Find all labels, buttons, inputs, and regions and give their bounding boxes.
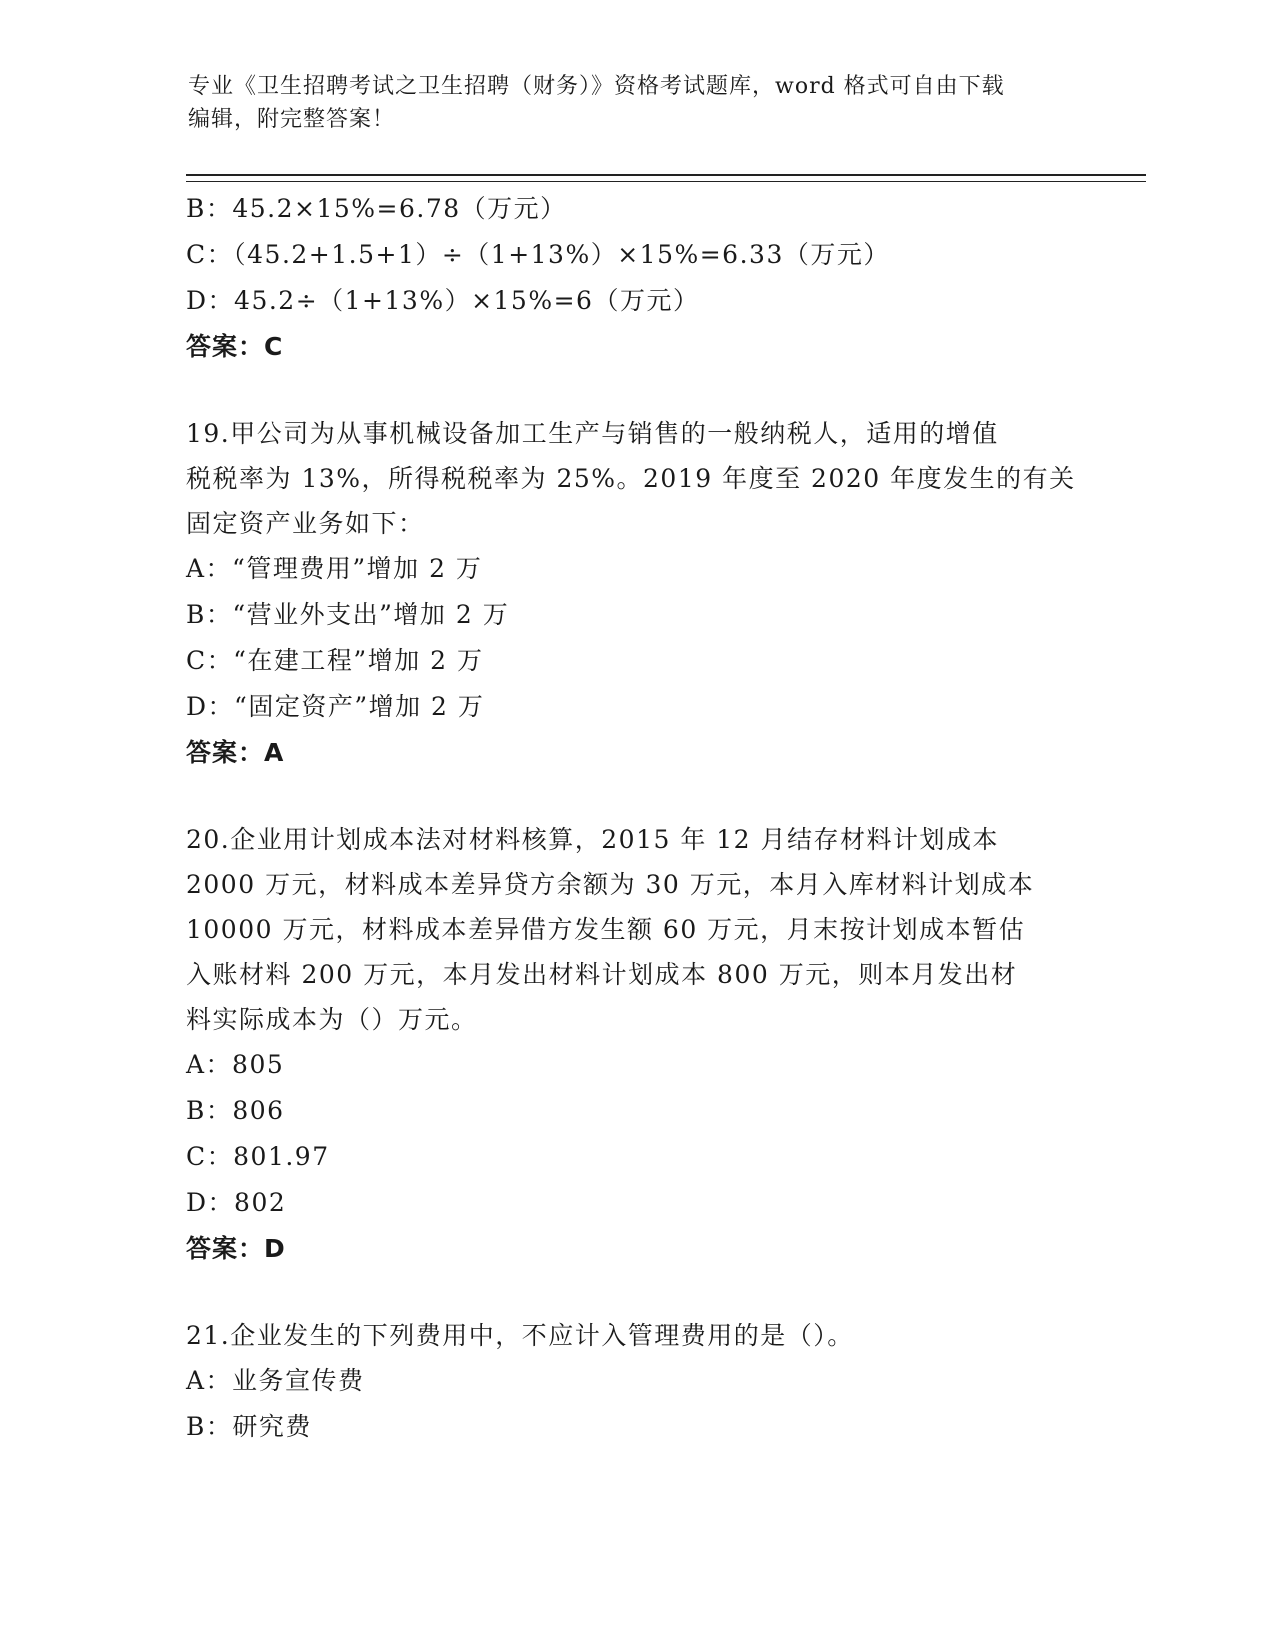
header-line-2: 编辑，附完整答案！ [188, 107, 396, 132]
stem-line: 19.甲公司为从事机械设备加工生产与销售的一般纳税人，适用的增值 [186, 419, 999, 448]
question-20 [186, 817, 1086, 1272]
question-21 [186, 1313, 1086, 1450]
option-b: B：806 [186, 1096, 285, 1125]
question-19-answer: 答案：A [186, 738, 285, 767]
question-18-options [186, 186, 1086, 324]
question-21-stem [186, 1313, 1086, 1358]
stem-line: 20.企业用计划成本法对材料核算，2015 年 12 月结存材料计划成本 [186, 825, 1000, 854]
question-19-stem [186, 411, 1086, 546]
option-a: A：805 [186, 1050, 285, 1079]
stem-line: 料实际成本为（）万元。 [186, 1005, 478, 1034]
stem-line: 入账材料 200 万元，本月发出材料计划成本 800 万元，则本月发出材 [186, 960, 1018, 989]
question-20-stem [186, 817, 1086, 1042]
stem-line: 2000 万元，材料成本差异贷方余额为 30 万元，本月入库材料计划成本 [186, 870, 1035, 899]
option-a: A：业务宣传费 [186, 1366, 365, 1395]
option-a: A：“管理费用”增加 2 万 [186, 554, 483, 583]
option-d: D：45.2÷（1+13%）×15%=6（万元） [186, 286, 700, 315]
option-c: C：“在建工程”增加 2 万 [186, 646, 484, 675]
header-line-1: 专业《卫生招聘考试之卫生招聘（财务）》资格考试题库，word 格式可自由下载 [188, 74, 1005, 99]
option-d: D：“固定资产”增加 2 万 [186, 692, 485, 721]
question-18-answer: 答案：C [186, 332, 284, 361]
question-20-answer: 答案：D [186, 1234, 286, 1263]
stem-line: 税税率为 13%，所得税税率为 25%。2019 年度至 2020 年度发生的有关 [186, 464, 1076, 493]
document-header [188, 70, 1088, 136]
option-c: C：801.97 [186, 1142, 330, 1171]
stem-line: 固定资产业务如下： [186, 509, 425, 538]
question-19 [186, 411, 1086, 776]
header-divider-thick [186, 174, 1146, 176]
option-b: B：“营业外支出”增加 2 万 [186, 600, 510, 629]
option-b: B：研究费 [186, 1412, 312, 1441]
header-divider-thin [186, 181, 1146, 182]
option-d: D：802 [186, 1188, 287, 1217]
stem-line: 21.企业发生的下列费用中，不应计入管理费用的是（）。 [186, 1321, 854, 1350]
option-c: C：（45.2+1.5+1）÷（1+13%）×15%=6.33（万元） [186, 240, 890, 269]
question-content [186, 186, 1086, 1450]
stem-line: 10000 万元，材料成本差异借方发生额 60 万元，月末按计划成本暂估 [186, 915, 1026, 944]
option-b: B：45.2×15%=6.78（万元） [186, 194, 567, 223]
